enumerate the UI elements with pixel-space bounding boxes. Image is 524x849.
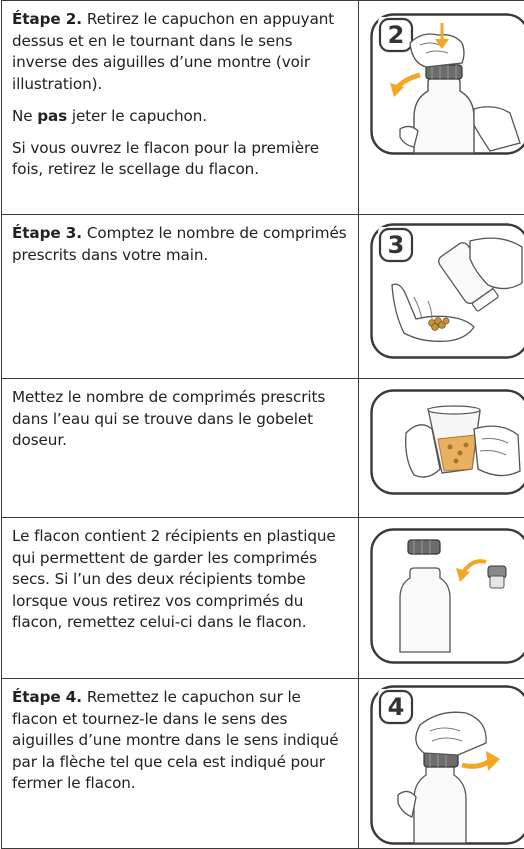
bottle-desiccant-illustration bbox=[370, 528, 524, 664]
step-3-row bbox=[2, 215, 524, 379]
step-4-row bbox=[2, 679, 524, 849]
dissolve-image-cell bbox=[359, 379, 524, 518]
step-2-row bbox=[2, 1, 524, 215]
dosing-cup-illustration bbox=[370, 389, 524, 495]
close-bottle-illustration bbox=[370, 685, 524, 845]
step-4-label: Étape 4. bbox=[12, 688, 82, 706]
desiccant-paragraph: Le flacon contient 2 récipients en plastique qui permettent de garder les comprimés secs. Si l’un des deux récipients tombe lorsque vous retirez vos comprimés du flacon, remettez celui-ci dans le flacon. bbox=[12, 526, 350, 634]
step-3-label: Étape 3. bbox=[12, 224, 82, 242]
dissolve-row bbox=[2, 379, 524, 518]
step-2-paragraph-3: Si vous ouvrez le flacon pour la première fois, retirez le scellage du flacon. bbox=[12, 138, 350, 181]
desiccant-text-cell bbox=[2, 518, 359, 679]
step-3-text-cell bbox=[2, 215, 359, 379]
open-bottle-illustration bbox=[370, 13, 524, 155]
count-tablets-illustration bbox=[370, 223, 524, 359]
emphasis-pas: pas bbox=[37, 107, 67, 125]
step-2-text-cell bbox=[2, 1, 359, 215]
desiccant-row bbox=[2, 518, 524, 679]
desiccant-image-cell bbox=[359, 518, 524, 679]
step-2-paragraph-2: Ne pas jeter le capuchon. bbox=[12, 106, 350, 128]
step-2-image-cell bbox=[359, 1, 524, 215]
step-badge-2: 2 bbox=[388, 21, 405, 49]
step-3-image-cell bbox=[359, 215, 524, 379]
dissolve-text-cell bbox=[2, 379, 359, 518]
step-4-paragraph-1: Étape 4. Remettez le capuchon sur le flacon et tournez-le dans le sens des aiguilles d’une montre dans le sens indiqué par la flèche tel que cela est indiqué pour fermer le flacon. bbox=[12, 687, 350, 795]
step-4-image-cell bbox=[359, 679, 524, 849]
dissolve-paragraph: Mettez le nombre de comprimés prescrits dans l’eau qui se trouve dans le gobelet doseur. bbox=[12, 387, 350, 452]
step-4-text-cell bbox=[2, 679, 359, 849]
step-badge-3: 3 bbox=[388, 231, 405, 259]
step-3-paragraph-1: Étape 3. Comptez le nombre de comprimés prescrits dans votre main. bbox=[12, 223, 350, 266]
step-badge-4: 4 bbox=[388, 693, 405, 721]
step-2-label: Étape 2. bbox=[12, 10, 82, 28]
instruction-table bbox=[1, 0, 524, 849]
step-2-paragraph-1: Étape 2. Retirez le capuchon en appuyant dessus et en le tournant dans le sens inverse des aiguilles d’une montre (voir illustration). bbox=[12, 9, 350, 95]
